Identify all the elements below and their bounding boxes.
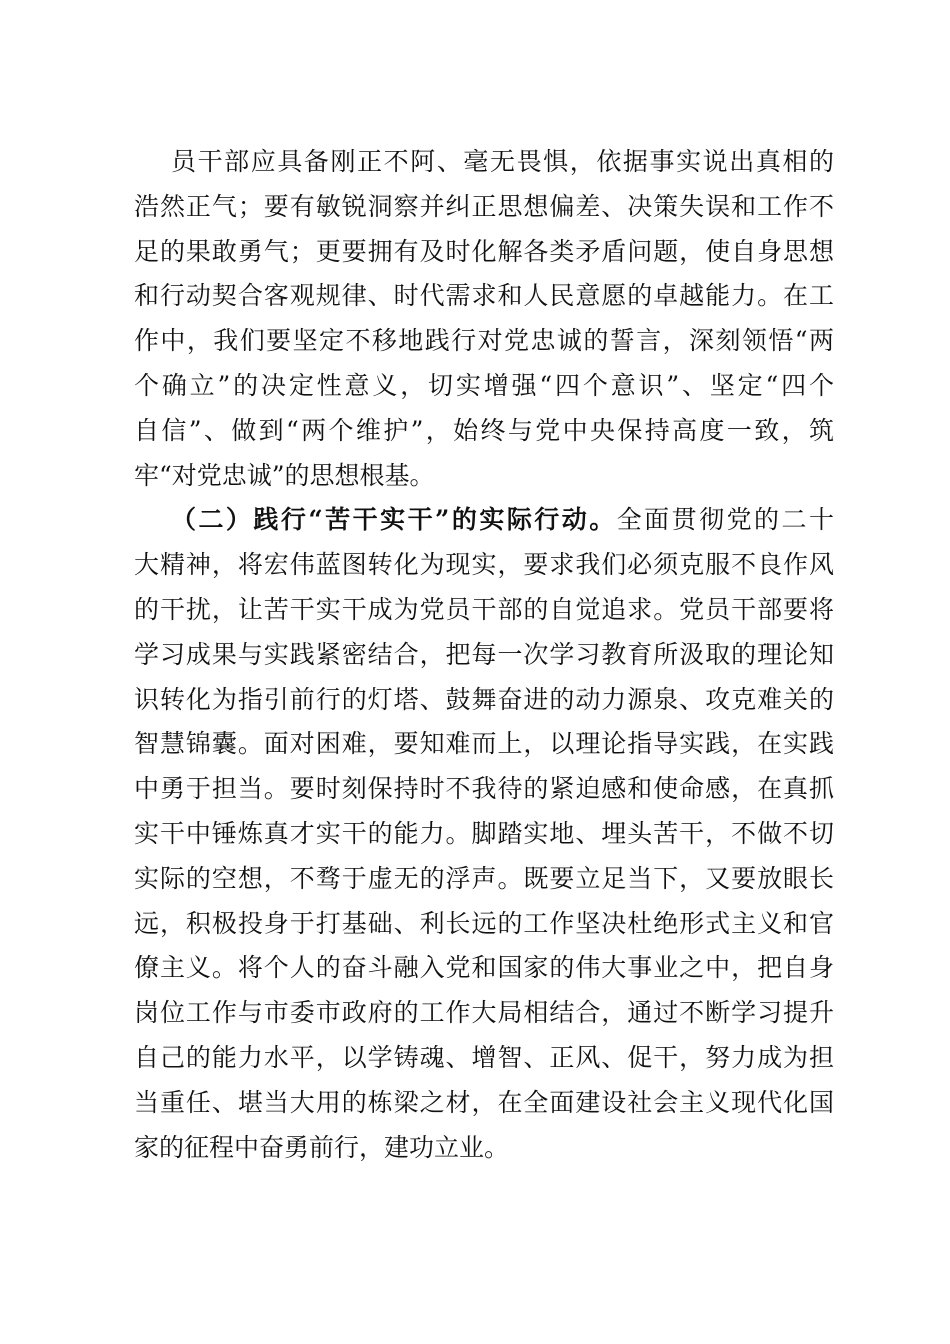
section-first-line — [134, 498, 834, 543]
text-line: 识转化为指引前行的灯塔、鼓舞奋进的动力源泉、攻克难关的 — [134, 684, 834, 714]
paragraph-loyalty-continued — [134, 140, 834, 498]
text-line: 学习成果与实践紧密结合，把每一次学习教育所汲取的理论知 — [134, 639, 834, 669]
text-line: 自信”、做到“两个维护”，始终与党中央保持高度一致，筑 — [134, 415, 834, 445]
text-line: 浩然正气；要有敏锐洞察并纠正思想偏差、决策失误和工作不 — [134, 191, 834, 221]
text-line: 作中，我们要坚定不移地践行对党忠诚的誓言，深刻领悟“两 — [134, 326, 834, 356]
text-line: 当重任、堪当大用的栋梁之材，在全面建设社会主义现代化国 — [134, 1087, 834, 1117]
section-first-line-rest: 全面贯彻党的二十 — [616, 505, 834, 535]
text-line: 家的征程中奋勇前行，建功立业。 — [134, 1132, 510, 1162]
text-line: 中勇于担当。要时刻保持时不我待的紧迫感和使命感，在真抓 — [134, 774, 834, 804]
text-line: 大精神，将宏伟蓝图转化为现实，要求我们必须克服不良作风 — [134, 550, 834, 580]
text-line: 牢“对党忠诚”的思想根基。 — [134, 460, 435, 490]
text-line: 实际的空想，不骛于虚无的浮声。既要立足当下，又要放眼长 — [134, 863, 834, 893]
text-line: 岗位工作与市委市政府的工作大局相结合，通过不断学习提升 — [134, 998, 834, 1028]
text-line: 智慧锦囊。面对困难，要知难而上，以理论指导实践，在实践 — [134, 729, 834, 759]
text-line: 和行动契合客观规律、时代需求和人民意愿的卓越能力。在工 — [134, 281, 834, 311]
text-line: 实干中锤炼真才实干的能力。脚踏实地、埋头苦干，不做不切 — [134, 818, 834, 848]
text-line: 足的果敢勇气；更要拥有及时化解各类矛盾问题，使自身思想 — [134, 236, 834, 266]
text-line: 的干扰，让苦干实干成为党员干部的自觉追求。党员干部要将 — [134, 594, 834, 624]
section-heading: （二）践行“苦干实干”的实际行动。 — [171, 505, 617, 535]
text-line: 远，积极投身于打基础、利长远的工作坚决杜绝形式主义和官 — [134, 908, 834, 938]
text-line: 自己的能力水平，以学铸魂、增智、正风、促干，努力成为担 — [134, 1042, 834, 1072]
text-line: 个确立”的决定性意义，切实增强“四个意识”、坚定“四个 — [134, 370, 834, 400]
document-body — [134, 140, 834, 1170]
paragraph-hard-work-section — [134, 498, 834, 1170]
text-line: 员干部应具备刚正不阿、毫无畏惧，依据事实说出真相的 — [171, 147, 834, 176]
text-line: 僚主义。将个人的奋斗融入党和国家的伟大事业之中，把自身 — [134, 953, 834, 983]
